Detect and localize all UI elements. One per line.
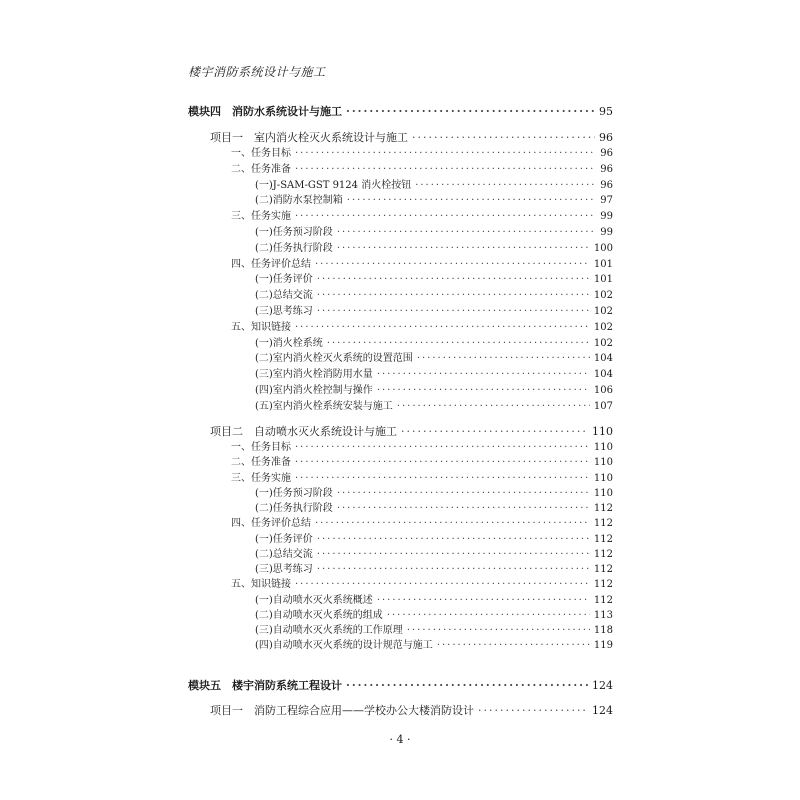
toc-entry-page-number: 102 bbox=[593, 337, 613, 349]
dot-leader bbox=[317, 533, 590, 547]
toc-entry-title: 五、知识链接 bbox=[231, 321, 291, 333]
toc-entry-title: (一)J-SAM-GST 9124 消火栓按钮 bbox=[255, 179, 412, 191]
dot-leader bbox=[317, 563, 590, 577]
toc-entry-sub bbox=[255, 594, 613, 608]
toc-entry-module bbox=[188, 679, 613, 693]
toc-entry-title: 三、任务实施 bbox=[231, 472, 291, 484]
toc-entry-page-number: 101 bbox=[593, 258, 613, 270]
toc-entry-page-number: 112 bbox=[593, 503, 613, 514]
toc-entry-page-number: 112 bbox=[593, 579, 613, 591]
toc-entry-sub bbox=[255, 352, 613, 366]
toc-entry-sub bbox=[255, 368, 613, 382]
dot-leader bbox=[295, 472, 590, 486]
dot-leader bbox=[337, 502, 590, 516]
dot-leader bbox=[317, 305, 590, 319]
dot-leader bbox=[412, 131, 595, 145]
toc-entry-title: 模块四 消防水系统设计与施工 bbox=[188, 105, 342, 118]
toc-entry-page-number: 102 bbox=[593, 321, 613, 333]
toc-entry-title: 项目二 自动喷水灭火系统设计与施工 bbox=[210, 425, 397, 438]
toc-entry-project bbox=[210, 704, 613, 718]
toc-entry-page-number: 112 bbox=[593, 594, 613, 606]
toc-entry-page-number: 112 bbox=[593, 533, 613, 545]
toc-entry-title: (一)任务评价 bbox=[255, 274, 313, 286]
dot-leader bbox=[415, 179, 596, 193]
toc-entry-title: 一、任务目标 bbox=[231, 442, 291, 453]
dot-leader bbox=[337, 226, 596, 240]
toc-entry-sub bbox=[255, 273, 613, 287]
toc-entry-page-number: 118 bbox=[593, 625, 613, 636]
dot-leader bbox=[327, 337, 590, 351]
toc-entry-title: (三)思考练习 bbox=[255, 306, 313, 317]
toc-entry-project bbox=[210, 131, 613, 145]
dot-leader bbox=[295, 578, 590, 592]
toc-entry-title: (二)消防水泵控制箱 bbox=[255, 195, 343, 207]
toc-entry-page-number: 95 bbox=[599, 105, 613, 118]
dot-leader bbox=[346, 105, 595, 119]
toc-entry-page-number: 112 bbox=[593, 548, 613, 560]
toc-entry-sub bbox=[255, 337, 613, 351]
toc-entry-sub bbox=[255, 624, 613, 638]
toc-entry-sub bbox=[255, 226, 613, 240]
toc-entry-page-number: 124 bbox=[592, 704, 613, 717]
running-header: 楼宇消防系统设计与施工 bbox=[188, 65, 326, 79]
toc-entry-title: (一)消火栓系统 bbox=[255, 337, 323, 349]
toc-entry-title: (二)任务执行阶段 bbox=[255, 242, 333, 254]
dot-leader bbox=[295, 210, 596, 224]
toc-entry-page-number: 104 bbox=[593, 369, 613, 381]
toc-entry-sub bbox=[255, 563, 613, 577]
toc-entry-sub bbox=[255, 194, 613, 208]
toc-entry-section bbox=[231, 441, 613, 455]
toc-entry-title: (二)总结交流 bbox=[255, 548, 313, 560]
dot-leader bbox=[295, 441, 590, 455]
toc-entry-sub bbox=[255, 242, 613, 256]
toc-entry-title: 五、知识链接 bbox=[231, 579, 291, 591]
toc-entry-title: (三)思考练习 bbox=[255, 564, 313, 575]
toc-entry-title: 项目一 消防工程综合应用——学校办公大楼消防设计 bbox=[210, 704, 474, 717]
toc-entry-page-number: 104 bbox=[593, 353, 613, 365]
toc-entry-title: (三)室内消火栓消防用水量 bbox=[255, 369, 373, 381]
toc-entry-sub bbox=[255, 179, 613, 193]
dot-leader bbox=[347, 194, 596, 208]
toc-entry-page-number: 96 bbox=[600, 148, 613, 159]
toc-entry-page-number: 96 bbox=[599, 131, 613, 144]
toc-entry-page-number: 100 bbox=[593, 242, 613, 254]
dot-leader bbox=[478, 704, 588, 718]
dot-leader bbox=[337, 242, 590, 256]
dot-leader bbox=[317, 548, 590, 562]
toc-entry-sub bbox=[255, 400, 613, 414]
toc-entry-title: 四、任务评价总结 bbox=[231, 518, 311, 530]
toc-entry-section bbox=[231, 517, 613, 531]
dot-leader bbox=[317, 273, 590, 287]
toc-entry-sub bbox=[255, 609, 613, 623]
toc-entry-sub bbox=[255, 487, 613, 501]
toc-entry-section bbox=[231, 321, 613, 335]
toc-entry-title: (四)自动喷水灭火系统的设计规范与施工 bbox=[255, 640, 433, 652]
toc-entry-title: (一)任务预习阶段 bbox=[255, 487, 333, 499]
dot-leader bbox=[295, 147, 596, 161]
toc-entry-title: (一)任务评价 bbox=[255, 533, 313, 545]
toc-entry-sub bbox=[255, 384, 613, 398]
dot-leader bbox=[401, 425, 588, 439]
toc-entry-section bbox=[231, 258, 613, 272]
dot-leader bbox=[397, 400, 590, 414]
toc-entry-title: 二、任务准备 bbox=[231, 457, 291, 469]
dot-leader bbox=[315, 517, 590, 531]
dot-leader bbox=[317, 289, 590, 303]
toc-entry-page-number: 119 bbox=[593, 640, 613, 652]
toc-entry-sub bbox=[255, 305, 613, 319]
toc-entry-sub bbox=[255, 289, 613, 303]
dot-leader bbox=[295, 163, 596, 177]
toc-entry-title: 一、任务目标 bbox=[231, 148, 291, 159]
toc-entry-section bbox=[231, 578, 613, 592]
dot-leader bbox=[377, 594, 590, 608]
toc-entry-section bbox=[231, 456, 613, 470]
dot-leader bbox=[437, 639, 590, 653]
toc-entry-page-number: 110 bbox=[593, 457, 613, 469]
toc-entry-page-number: 110 bbox=[593, 442, 613, 453]
toc-entry-page-number: 113 bbox=[593, 609, 613, 621]
toc-entry-section bbox=[231, 210, 613, 224]
dot-leader bbox=[377, 384, 590, 398]
toc-entry-page-number: 96 bbox=[600, 179, 613, 191]
toc-entry-page-number: 97 bbox=[600, 195, 613, 207]
dot-leader bbox=[337, 487, 590, 501]
toc-entry-title: (一)任务预习阶段 bbox=[255, 227, 333, 238]
toc-entry-page-number: 110 bbox=[592, 425, 613, 438]
toc-entry-page-number: 110 bbox=[593, 487, 613, 499]
toc-entry-title: (二)自动喷水灭火系统的组成 bbox=[255, 609, 383, 621]
toc-entry-sub bbox=[255, 502, 613, 516]
dot-leader bbox=[346, 679, 588, 693]
toc-entry-page-number: 112 bbox=[593, 564, 613, 575]
toc-entry-title: (五)室内消火栓系统安装与施工 bbox=[255, 400, 393, 412]
dot-leader bbox=[387, 609, 590, 623]
toc-entry-section bbox=[231, 147, 613, 161]
dot-leader bbox=[315, 258, 590, 272]
toc-entry-title: 三、任务实施 bbox=[231, 211, 291, 223]
toc-entry-page-number: 107 bbox=[593, 400, 613, 412]
toc-entry-section bbox=[231, 163, 613, 177]
toc-entry-section bbox=[231, 472, 613, 486]
toc-entry-page-number: 110 bbox=[593, 472, 613, 484]
toc-entry-page-number: 112 bbox=[593, 518, 613, 530]
dot-leader bbox=[407, 624, 590, 638]
toc-entry-page-number: 96 bbox=[600, 163, 613, 175]
toc-entry-sub bbox=[255, 533, 613, 547]
toc-entry-project bbox=[210, 425, 613, 439]
toc-entry-title: (三)自动喷水灭火系统的工作原理 bbox=[255, 625, 403, 636]
toc-entry-sub bbox=[255, 548, 613, 562]
toc-entry-page-number: 99 bbox=[600, 211, 613, 223]
dot-leader bbox=[377, 368, 590, 382]
page-number: · 4 · bbox=[389, 733, 411, 746]
toc-entry-page-number: 99 bbox=[600, 227, 613, 238]
toc-entry-title: (一)自动喷水灭火系统概述 bbox=[255, 594, 373, 606]
toc-entry-title: 二、任务准备 bbox=[231, 163, 291, 175]
toc-entry-title: 项目一 室内消火栓灭火系统设计与施工 bbox=[210, 131, 408, 144]
dot-leader bbox=[295, 321, 590, 335]
toc-entry-sub bbox=[255, 639, 613, 653]
toc-entry-title: (二)室内消火栓灭火系统的设置范围 bbox=[255, 353, 413, 365]
toc-entry-title: (二)总结交流 bbox=[255, 290, 313, 302]
toc-entry-title: (四)室内消火栓控制与操作 bbox=[255, 385, 373, 396]
toc-entry-title: 模块五 楼宇消防系统工程设计 bbox=[188, 679, 342, 692]
toc-entry-page-number: 102 bbox=[593, 290, 613, 302]
toc-entry-page-number: 124 bbox=[592, 679, 613, 692]
toc-entry-title: (二)任务执行阶段 bbox=[255, 503, 333, 514]
dot-leader bbox=[295, 456, 590, 470]
dot-leader bbox=[417, 352, 590, 366]
toc-entry-page-number: 102 bbox=[593, 306, 613, 317]
toc-entry-page-number: 106 bbox=[593, 385, 613, 396]
toc-entry-module bbox=[188, 105, 613, 119]
toc-entry-page-number: 101 bbox=[593, 274, 613, 286]
toc-entry-title: 四、任务评价总结 bbox=[231, 258, 311, 270]
